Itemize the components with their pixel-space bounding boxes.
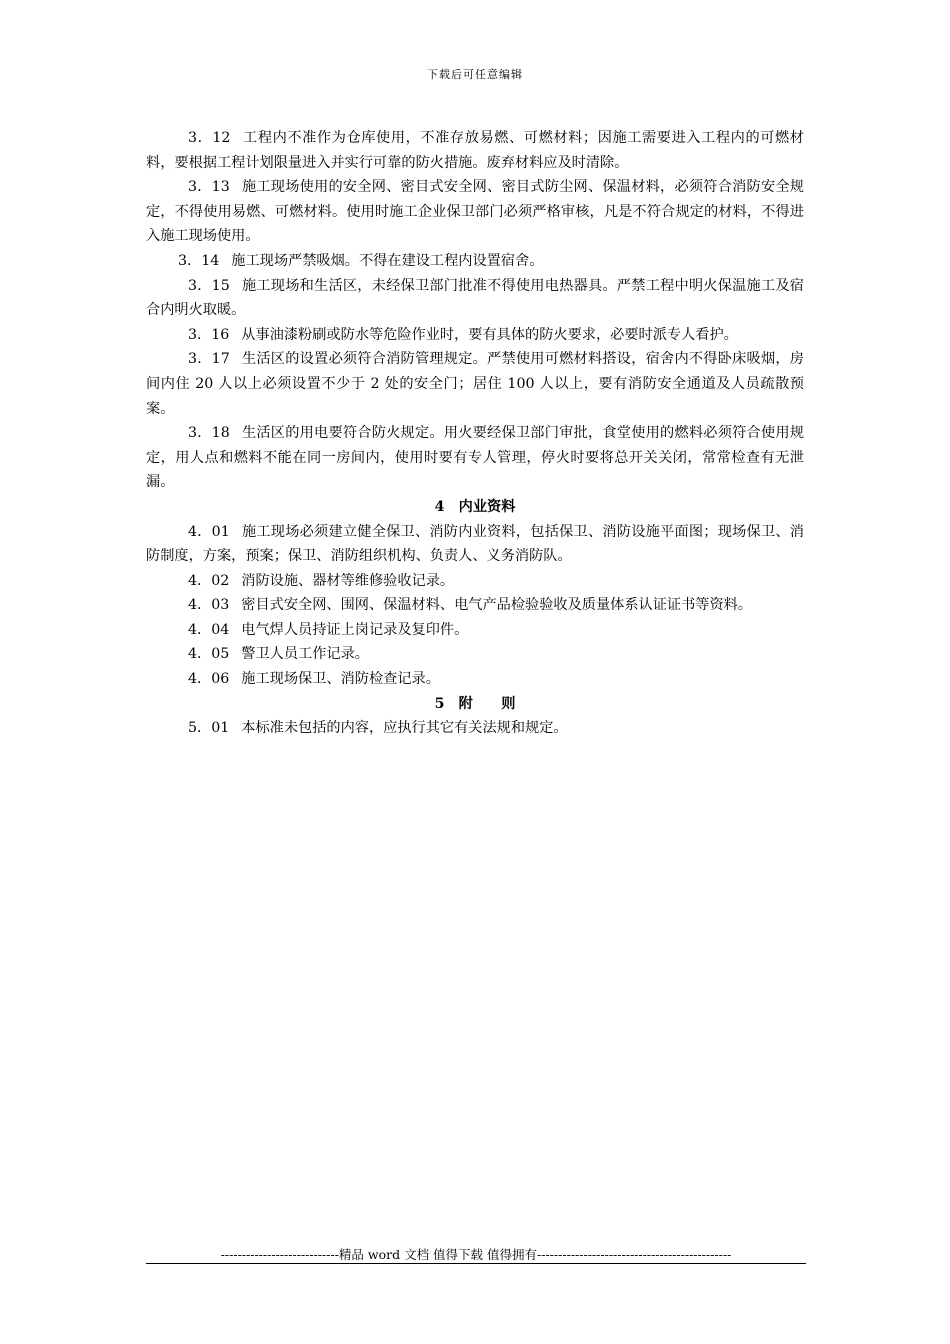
clause-number: 3．16	[188, 326, 230, 343]
clause-4-04	[146, 618, 804, 643]
document-body	[146, 126, 804, 741]
clause-number: 4．06	[188, 671, 230, 688]
clause-5-01	[146, 716, 804, 741]
clause-3-18	[146, 421, 804, 495]
clause-number: 3．17	[188, 351, 230, 368]
clause-text: 生活区的用电要符合防火规定。用火要经保卫部门审批，食堂使用的燃料必须符合使用规定，用人点和燃料不能在同一房间内，使用时要有专人管理，停火时要将总开关关闭，常常检查有无泄漏。	[146, 425, 804, 491]
clause-3-13	[146, 175, 804, 249]
clause-number: 3．12	[188, 130, 231, 146]
clause-3-15	[146, 274, 804, 323]
clause-4-01	[146, 520, 804, 569]
clause-text: 施工现场和生活区，未经保卫部门批准不得使用电热器具。严禁工程中明火保温施工及宿合内明火取暖。	[146, 277, 804, 319]
clause-text: 施工现场严禁吸烟。不得在建设工程内设置宿舍。	[231, 252, 544, 269]
clause-number: 3．14	[178, 252, 220, 269]
clause-text: 本标准未包括的内容，应执行其它有关法规和规定。	[241, 720, 568, 737]
clause-text: 施工现场使用的安全网、密目式安全网、密目式防尘网、保温材料，必须符合消防安全规定，不得使用易燃、可燃材料。使用时施工企业保卫部门必须严格审核，凡是不符合规定的材料，不得进入施工现场使用。	[146, 179, 804, 245]
clause-4-02	[146, 569, 804, 594]
clause-text: 生活区的设置必须符合消防管理规定。严禁使用可燃材料搭设，宿舍内不得卧床吸烟，房间内住 20 人以上必须设置不少于 2 处的安全门；居住 100 人以上，要有消防安全通道及人员疏散预案。	[146, 351, 804, 417]
clause-number: 3．13	[188, 179, 230, 196]
clause-4-05	[146, 642, 804, 667]
page-header: 下载后可任意编辑	[427, 68, 523, 81]
clause-text: 施工现场必须建立健全保卫、消防内业资料，包括保卫、消防设施平面图；现场保卫、消防制度，方案，预案；保卫、消防组织机构、负责人、义务消防队。	[146, 523, 804, 565]
clause-3-14	[146, 249, 804, 274]
footer-divider	[146, 1263, 806, 1264]
clause-3-16	[146, 323, 804, 348]
clause-text: 工程内不准作为仓库使用，不准存放易燃、可燃材料；因施工需要进入工程内的可燃材料，要根据工程计划限量进入并实行可靠的防火措施。废弃材料应及时清除。	[146, 130, 804, 171]
clause-text: 电气焊人员持证上岗记录及复印件。	[241, 621, 469, 638]
clause-text: 从事油漆粉刷或防水等危险作业时，要有具体的防火要求，必要时派专人看护。	[241, 326, 738, 343]
clause-number: 3．15	[188, 277, 230, 294]
clause-3-17	[146, 347, 804, 421]
clause-number: 4．05	[188, 646, 230, 663]
clause-number: 4．04	[188, 621, 230, 638]
clause-number: 4．02	[188, 572, 230, 589]
clause-text: 警卫人员工作记录。	[241, 646, 369, 663]
clause-text: 消防设施、器材等维修验收记录。	[241, 572, 455, 589]
clause-number: 3．18	[188, 425, 230, 442]
clause-4-06	[146, 667, 804, 692]
clause-text: 密目式安全网、围网、保温材料、电气产品检验验收及质量体系认证证书等资料。	[241, 597, 753, 614]
section-4-heading: 4 内业资料	[434, 498, 516, 515]
clause-number: 5．01	[188, 720, 230, 737]
clause-4-03	[146, 593, 804, 618]
page-footer: ----------------------------精品 word 文档 值得下载 值得拥有----------------------------------------------	[220, 1247, 732, 1262]
clause-number: 4．01	[188, 523, 230, 540]
clause-number: 4．03	[188, 597, 230, 614]
clause-text: 施工现场保卫、消防检查记录。	[241, 671, 440, 688]
section-5-heading: 5 附 则	[434, 695, 516, 712]
clause-3-12	[146, 126, 804, 175]
